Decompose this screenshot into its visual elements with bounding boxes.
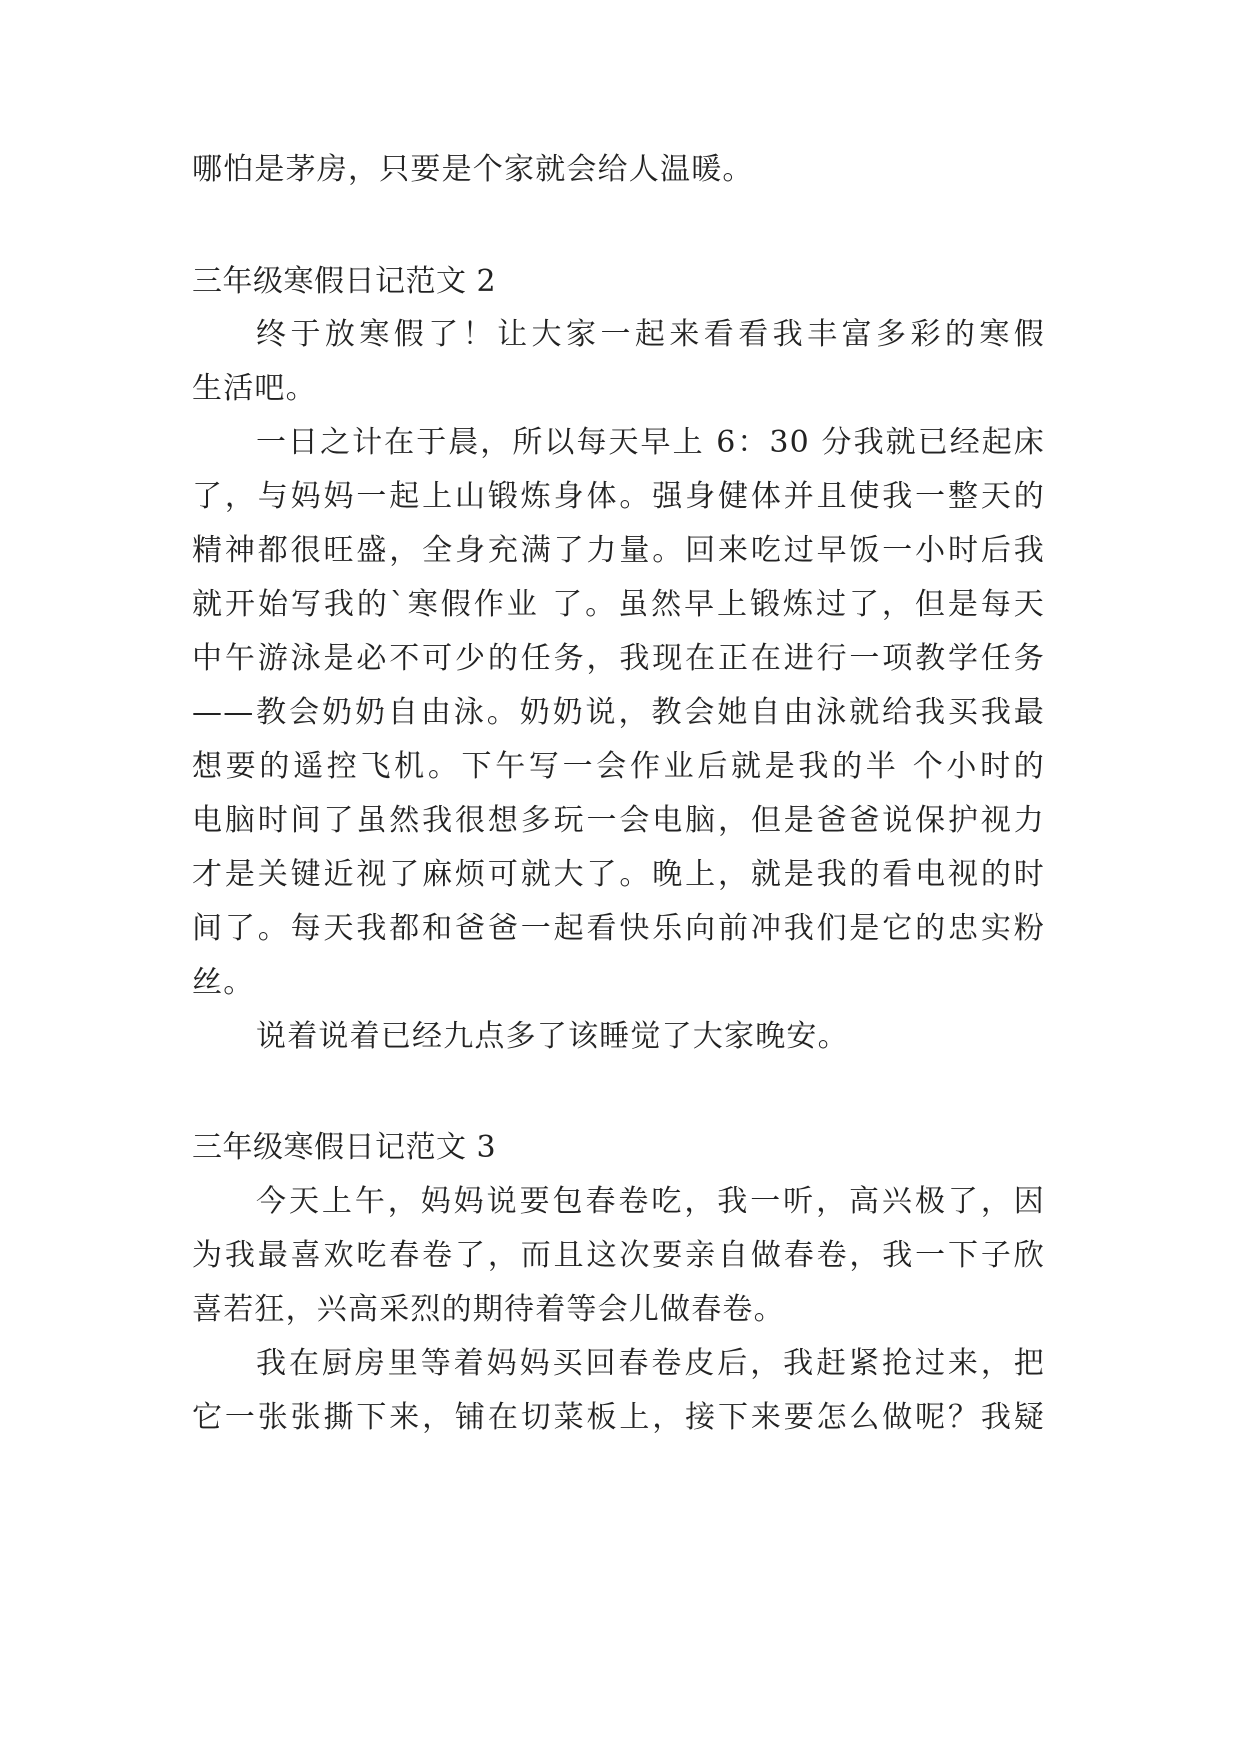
text-line: 中午游泳是必不可少的任务，我现在正在进行一项教学任务 (192, 641, 1045, 676)
text-line: 哪怕是茅房，只要是个家就会给人温暖。 (192, 152, 754, 187)
text-line: 想要的遥控飞机。下午写一会作业后就是我的半 个小时的 (192, 749, 1045, 784)
text-line: 我在厨房里等着妈妈买回春卷皮后，我赶紧抢过来，把 (256, 1346, 1045, 1381)
text-line: 一日之计在于晨，所以每天早上 6：30 分我就已经起床 (256, 425, 1045, 460)
section-heading-3: 三年级寒假日记范文 3 (192, 1130, 497, 1165)
text-line: 喜若狂，兴高采烈的期待着等会儿做春卷。 (192, 1292, 785, 1327)
text-line: 了，与妈妈一起上山锻炼身体。强身健体并且使我一整天的 (192, 479, 1045, 514)
text-line: 为我最喜欢吃春卷了，而且这次要亲自做春卷，我一下子欣 (192, 1238, 1045, 1273)
text-line: 它一张张撕下来，铺在切菜板上，接下来要怎么做呢？我疑 (192, 1400, 1045, 1435)
text-line: ——教会奶奶自由泳。奶奶说，教会她自由泳就给我买我最 (192, 695, 1045, 730)
text-line: 电脑时间了虽然我很想多玩一会电脑，但是爸爸说保护视力 (192, 803, 1045, 838)
text-line: 丝。 (192, 965, 255, 1000)
text-line: 今天上午，妈妈说要包春卷吃，我一听，高兴极了，因 (256, 1184, 1045, 1219)
text-line: 间了。每天我都和爸爸一起看快乐向前冲我们是它的忠实粉 (192, 911, 1045, 946)
text-line: 就开始写我的`寒假作业 了。虽然早上锻炼过了，但是每天 (192, 587, 1045, 622)
text-line: 说着说着已经九点多了该睡觉了大家晚安。 (256, 1019, 849, 1054)
section-heading-2: 三年级寒假日记范文 2 (192, 264, 497, 299)
text-line: 精神都很旺盛，全身充满了力量。回来吃过早饭一小时后我 (192, 533, 1045, 568)
text-line: 终于放寒假了！让大家一起来看看我丰富多彩的寒假 (256, 317, 1045, 352)
text-line: 才是关键近视了麻烦可就大了。晚上，就是我的看电视的时 (192, 857, 1045, 892)
text-line: 生活吧。 (192, 371, 317, 406)
